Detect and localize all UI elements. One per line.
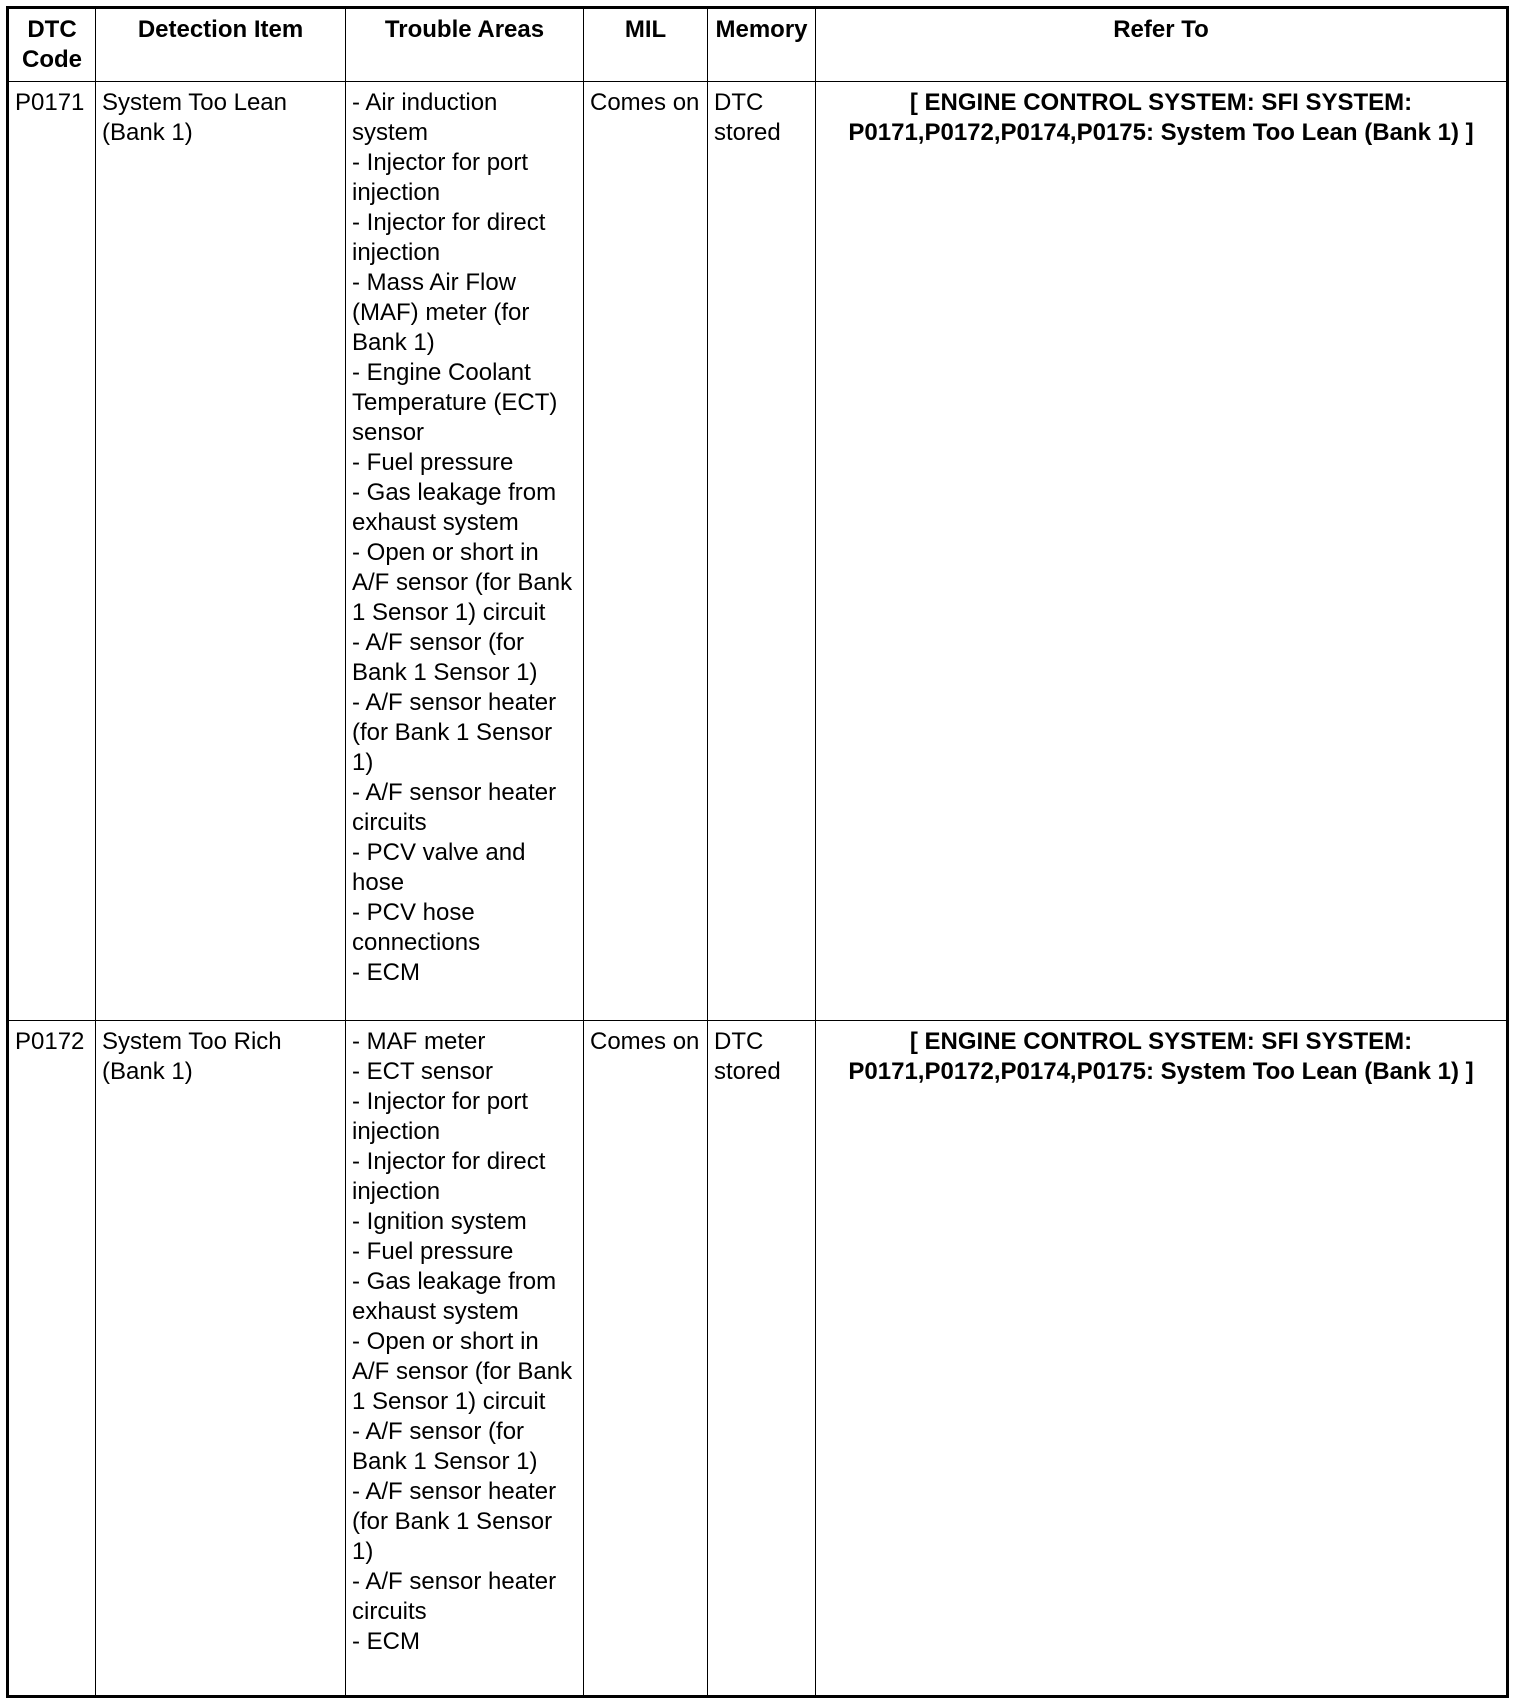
dtc-code-cell: P0172 (8, 1021, 96, 1697)
trouble-area-item: - A/F sensor heater circuits (352, 1568, 557, 1625)
memory-cell: DTC stored (708, 82, 816, 1021)
trouble-area-item: - Injector for port injection (352, 149, 529, 206)
mil-cell: Comes on (584, 1021, 708, 1697)
trouble-area-item: - Air induction system (352, 89, 498, 146)
header-memory: Memory (708, 8, 816, 82)
trouble-area-item: - ECM (352, 1628, 420, 1655)
dtc-table (6, 6, 1509, 1698)
trouble-area-item: - Mass Air Flow (MAF) meter (for Bank 1) (352, 269, 530, 356)
table-header-row (8, 8, 1508, 82)
trouble-area-item: - PCV valve and hose (352, 839, 526, 896)
refer-to-link[interactable]: [ ENGINE CONTROL SYSTEM: SFI SYSTEM: P0171,P0172,P0174,P0175: System Too Lean (Bank 1) ] (816, 1021, 1508, 1697)
detection-item-cell: System Too Lean (Bank 1) (96, 82, 346, 1021)
trouble-area-item: - ECM (352, 959, 420, 986)
trouble-area-item: - Fuel pressure (352, 1238, 514, 1265)
header-mil: MIL (584, 8, 708, 82)
trouble-area-item: - Engine Coolant Temperature (ECT) sensor (352, 359, 558, 446)
trouble-area-item: - Injector for port injection (352, 1088, 529, 1145)
trouble-area-item: - A/F sensor heater circuits (352, 779, 557, 836)
trouble-area-item: - MAF meter (352, 1028, 486, 1055)
header-detection-item: Detection Item (96, 8, 346, 82)
trouble-area-item: - Gas leakage from exhaust system (352, 1268, 557, 1325)
table-row (8, 1021, 1508, 1697)
trouble-area-item: - Ignition system (352, 1208, 527, 1235)
trouble-areas-cell (346, 1021, 584, 1697)
trouble-area-item: - Fuel pressure (352, 449, 514, 476)
trouble-area-item: - Open or short in A/F sensor (for Bank 1 Sensor 1) circuit (352, 1328, 573, 1415)
table-row (8, 82, 1508, 1021)
trouble-area-item: - Gas leakage from exhaust system (352, 479, 557, 536)
trouble-area-item: - ECT sensor (352, 1058, 493, 1085)
header-trouble-areas: Trouble Areas (346, 8, 584, 82)
mil-cell: Comes on (584, 82, 708, 1021)
trouble-area-item: - Injector for direct injection (352, 209, 546, 266)
trouble-area-item: - Open or short in A/F sensor (for Bank 1 Sensor 1) circuit (352, 539, 573, 626)
dtc-code-cell: P0171 (8, 82, 96, 1021)
header-refer-to: Refer To (816, 8, 1508, 82)
refer-to-link[interactable]: [ ENGINE CONTROL SYSTEM: SFI SYSTEM: P0171,P0172,P0174,P0175: System Too Lean (Bank 1) ] (816, 82, 1508, 1021)
trouble-areas-cell (346, 82, 584, 1021)
memory-cell: DTC stored (708, 1021, 816, 1697)
trouble-area-item: - A/F sensor (for Bank 1 Sensor 1) (352, 1418, 538, 1475)
trouble-area-item: - PCV hose connections (352, 899, 481, 956)
trouble-area-item: - A/F sensor (for Bank 1 Sensor 1) (352, 629, 538, 686)
trouble-area-item: - Injector for direct injection (352, 1148, 546, 1205)
trouble-area-item: - A/F sensor heater (for Bank 1 Sensor 1) (352, 689, 557, 776)
trouble-area-item: - A/F sensor heater (for Bank 1 Sensor 1) (352, 1478, 557, 1565)
detection-item-cell: System Too Rich (Bank 1) (96, 1021, 346, 1697)
header-dtc-code: DTC Code (8, 8, 96, 82)
